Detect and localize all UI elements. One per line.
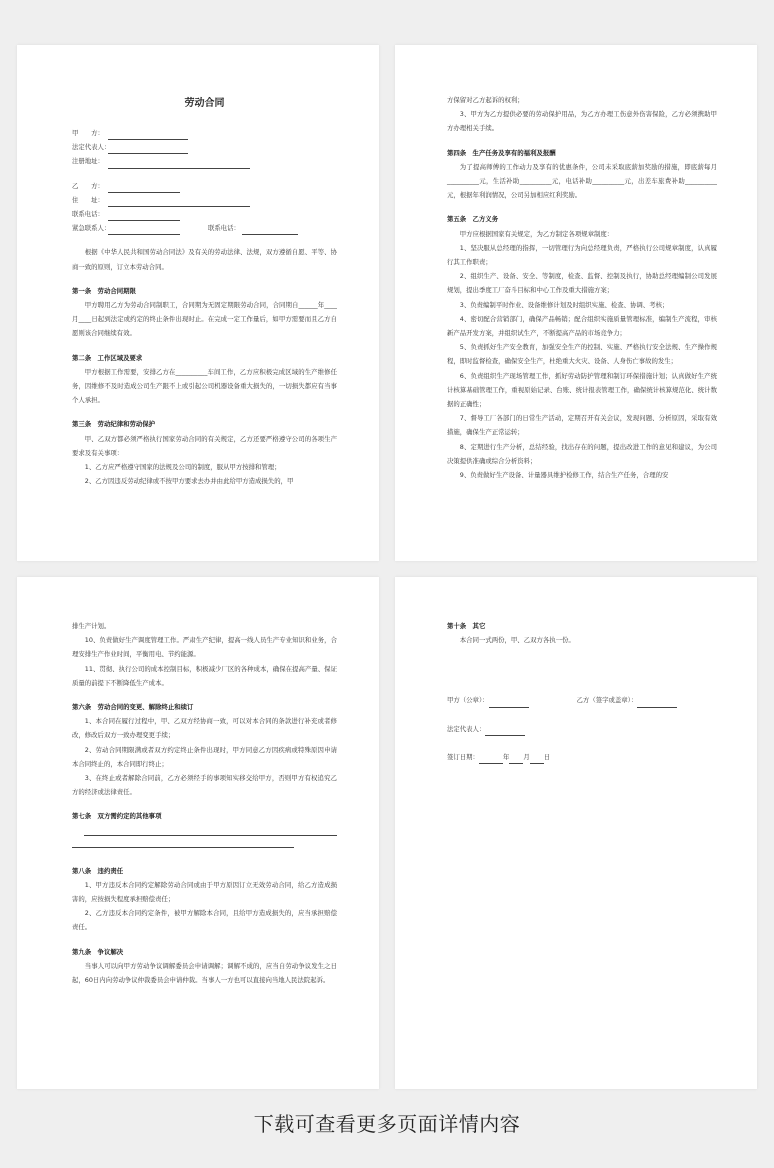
phone-blank xyxy=(108,211,180,221)
section-10-title: 第十条 其它 xyxy=(447,622,486,630)
section-2-paragraph: 甲方根据工作需要，安排乙方在__________车间工作，乙方应积极完成区域的生产维修任务，因维修不及时造成公司生产跟不上或引起公司机器设备重大损失的，一切损失都应有当事个人承担。 xyxy=(72,367,337,405)
phone-field xyxy=(72,207,337,221)
section-8-title: 第八条 违约责任 xyxy=(72,866,124,875)
address-blank xyxy=(108,197,250,207)
section-2-title: 第二条 工作区域及要求 xyxy=(72,353,143,362)
legal-rep-blank xyxy=(108,144,188,154)
day-label: 日 xyxy=(543,752,551,761)
party-b-blank xyxy=(108,183,180,193)
year-blank xyxy=(479,754,503,764)
party-a-blank xyxy=(108,130,188,140)
download-more-link[interactable]: 下载可查看更多页面详情内容 xyxy=(253,1112,521,1136)
continued-text: 方保留对乙方起诉的权利； xyxy=(447,96,524,104)
section-5-paragraph: 甲方应根据国家有关规定，为乙方制定各项规章制度： xyxy=(459,229,614,238)
section-3-item: 3、甲方为乙方提供必要的劳动保护用品，为乙方办理工伤意外伤害保险，乙方必须携助甲方办理相关手续。 xyxy=(447,110,717,133)
sign-date-row xyxy=(447,750,717,764)
blank-line xyxy=(84,824,337,836)
section-7-title: 第七条 双方需约定的其他事项 xyxy=(72,812,162,821)
legal-rep-sign-label: 法定代表人： xyxy=(447,724,486,733)
document-page-3 xyxy=(17,577,379,1089)
document-page-4 xyxy=(395,577,757,1089)
document-page-1 xyxy=(17,45,379,561)
section-6-item: 3、在终止或者解除合同前，乙方必须经手的事项知实移交给甲方，否则甲方有权追究乙方的经济或法律责任。 xyxy=(72,774,337,797)
address-label: 住 址： xyxy=(72,195,104,204)
party-a-seal-blank xyxy=(489,698,529,708)
section-5-item: 5、负责抓好生产安全教育，加强安全生产的控制、实施、严格执行安全法规、生产操作规程，即时监督检查，确保安全生产，杜绝重大火灾、设备、人身伤亡事故的发生； xyxy=(447,343,717,366)
address-field xyxy=(72,193,337,207)
section-5-item: 1、坚决服从总经理的指挥，一切管理行为向总经理负责，严格执行公司规章制度，认真履行其工作职责； xyxy=(447,243,717,267)
signature-row xyxy=(447,693,717,707)
emergency-phone-blank xyxy=(242,225,298,235)
section-5-item: 3、负责编制平时作业、设备维修计划及时组织实施、检查、协调、考核； xyxy=(459,300,669,309)
phone-label: 联系电话： xyxy=(72,209,104,218)
day-blank xyxy=(530,754,544,764)
reg-addr-field xyxy=(72,154,337,168)
legal-rep-sign-blank xyxy=(485,726,525,736)
section-3-paragraph: 甲、乙双方都必须严格执行国家劳动合同的有关规定，乙方还要严格遵守公司的各项生产要求及有关事项： xyxy=(72,434,337,457)
emergency-blank xyxy=(108,225,180,235)
month-label: 月 xyxy=(523,752,530,761)
emergency-field xyxy=(72,221,337,235)
section-6-item: 2、劳动合同期限满或者双方约定终止条件出现时，甲方同意乙方因疾病或特殊原因申请本合同终止的，本合同即行终止； xyxy=(72,745,337,768)
section-5-item: 8、定期进行生产分析，总结经验，找出存在的问题，提出改进工作的意见和建议，为公司决策提供准确或综合分析资料； xyxy=(447,442,717,465)
document-page-2 xyxy=(395,45,757,561)
section-5-item: 9、负责做好生产设备、计量器具维护检修工作，结合生产任务，合理的安 xyxy=(459,471,669,480)
section-3-item: 2、乙方因违反劳动纪律或不按甲方要求去办并由此给甲方造成损失的，甲 xyxy=(84,477,294,486)
emergency-phone-label: 联系电话： xyxy=(208,224,240,233)
section-4-title: 第四条 生产任务及享有的福利及报酬 xyxy=(447,148,556,157)
intro-paragraph: 根据《中华人民共和国劳动合同法》及有关的劳动法律、法规，双方遵循自愿、平等、协商一致的原则，订立本劳动合同。 xyxy=(72,248,337,271)
party-b-field xyxy=(72,179,337,193)
legal-rep-field xyxy=(72,140,337,154)
section-5-item: 2、组织生产、设备、安全、等制度，检查、监督、控制及执行，协助总经理编制公司发展规划，提出季度工厂奋斗目标和中心工作及重大措施方案； xyxy=(447,272,717,295)
section-6-item: 1、本合同在履行过程中，甲、乙双方经协商一致，可以对本合同的条款进行补充或者修改，修改后双方一致办理变更手续； xyxy=(72,717,337,740)
section-5-item: 4、密切配合营销部门，确保产品畅销；配合组织实施质量管理标准，编制生产流程，审核新产品开发方案，并组织试生产，不断提高产品的市场竞争力； xyxy=(447,314,717,338)
party-a-label: 甲 方： xyxy=(72,128,104,137)
section-8-item: 1、甲方违反本合同约定解除劳动合同或由于甲方原因订立无效劳动合同，给乙方造成损害的，应按损失程度承担赔偿责任； xyxy=(72,880,337,904)
section-10-paragraph: 本合同一式两份，甲、乙双方各执一份。 xyxy=(459,636,575,645)
reg-addr-label: 注册地址： xyxy=(72,157,104,166)
party-b-sign-blank xyxy=(637,698,677,708)
section-3-item: 1、乙方应严格遵守国家的法规及公司的制度，服从甲方按排和管理； xyxy=(84,462,281,471)
legal-rep-label: 法定代表人： xyxy=(72,143,111,152)
section-5-item: 7、督导工厂各部门的日常生产活动，定期召开有关会议，发现问题、分析原因，采取有效措施，确保生产正常运转； xyxy=(447,414,717,437)
sign-date-label: 签订日期： xyxy=(447,752,479,761)
party-b-sign-label: 乙方（签字或盖章）： xyxy=(576,696,638,705)
blank-line xyxy=(72,836,294,848)
section-5-item: 6、负责组织生产现场管理工作，抓好劳动防护管理和制订环保措施计划；认真做好生产统计核算基础管理工作，重视原始记录、台账、统计报表管理工作，确保统计核算规范化、统计数据的正确性； xyxy=(447,371,717,409)
section-1-paragraph: 甲方聘用乙方为劳动合同制职工，合同期为无固定期限劳动合同，合同期自______年____月____日起到法定或约定的终止条件出现时止。在完成一定工作量后，如甲方需要而且乙方自愿则该合同继续有效。 xyxy=(72,300,337,338)
section-5-item: 11、贯彻、执行公司的成本控制目标，积极减少厂区的各种成本，确保在提高产量、保证质量的前提下不断降低生产成本。 xyxy=(72,664,337,687)
section-3-title: 第三条 劳动纪律和劳动保护 xyxy=(72,420,156,429)
legal-rep-row xyxy=(447,722,717,736)
year-label: 年 xyxy=(502,752,510,761)
section-9-title: 第九条 争议解决 xyxy=(72,947,124,956)
month-blank xyxy=(509,754,523,764)
party-a-seal-label: 甲方（公章）： xyxy=(447,696,489,705)
reg-addr-blank xyxy=(108,159,250,169)
section-5-title: 第五条 乙方义务 xyxy=(447,215,499,224)
emergency-label: 紧急联系人： xyxy=(72,224,111,233)
section-4-paragraph: 为了提高师傅的工作动力及享有的优惠条件，公司未采取底薪加奖励的措施，即底薪每月__________元，生活补助__________元，电话补助__________元，出差车旅费补助__________元，根据年利润情况，公司另加相应红利奖励。 xyxy=(447,162,717,200)
section-1-title: 第一条 劳动合同期限 xyxy=(72,286,136,295)
party-a-field xyxy=(72,126,337,140)
document-title: 劳动合同 xyxy=(184,98,225,109)
section-9-paragraph: 当事人可以向甲方劳动争议调解委员会申请调解；调解不成的，应当自劳动争议发生之日起，60日内向劳动争议仲裁委员会申请仲裁。当事人一方也可以直接向当地人民法院起诉。 xyxy=(72,961,337,985)
section-8-item: 2、乙方违反本合同约定条件，被甲方解除本合同，且给甲方造成损失的，应当承担赔偿责任。 xyxy=(72,909,337,932)
continued-text: 排生产计划。 xyxy=(72,622,111,630)
section-6-title: 第六条 劳动合同的变更、解除终止和续订 xyxy=(72,703,194,712)
party-b-label: 乙 方： xyxy=(72,181,104,190)
section-5-item: 10、负责做好生产调度管理工作。严肃生产纪律，提高一线人员生产专业知识和业务，合理安排生产作业时间，平衡用电、节约能源。 xyxy=(72,636,337,659)
